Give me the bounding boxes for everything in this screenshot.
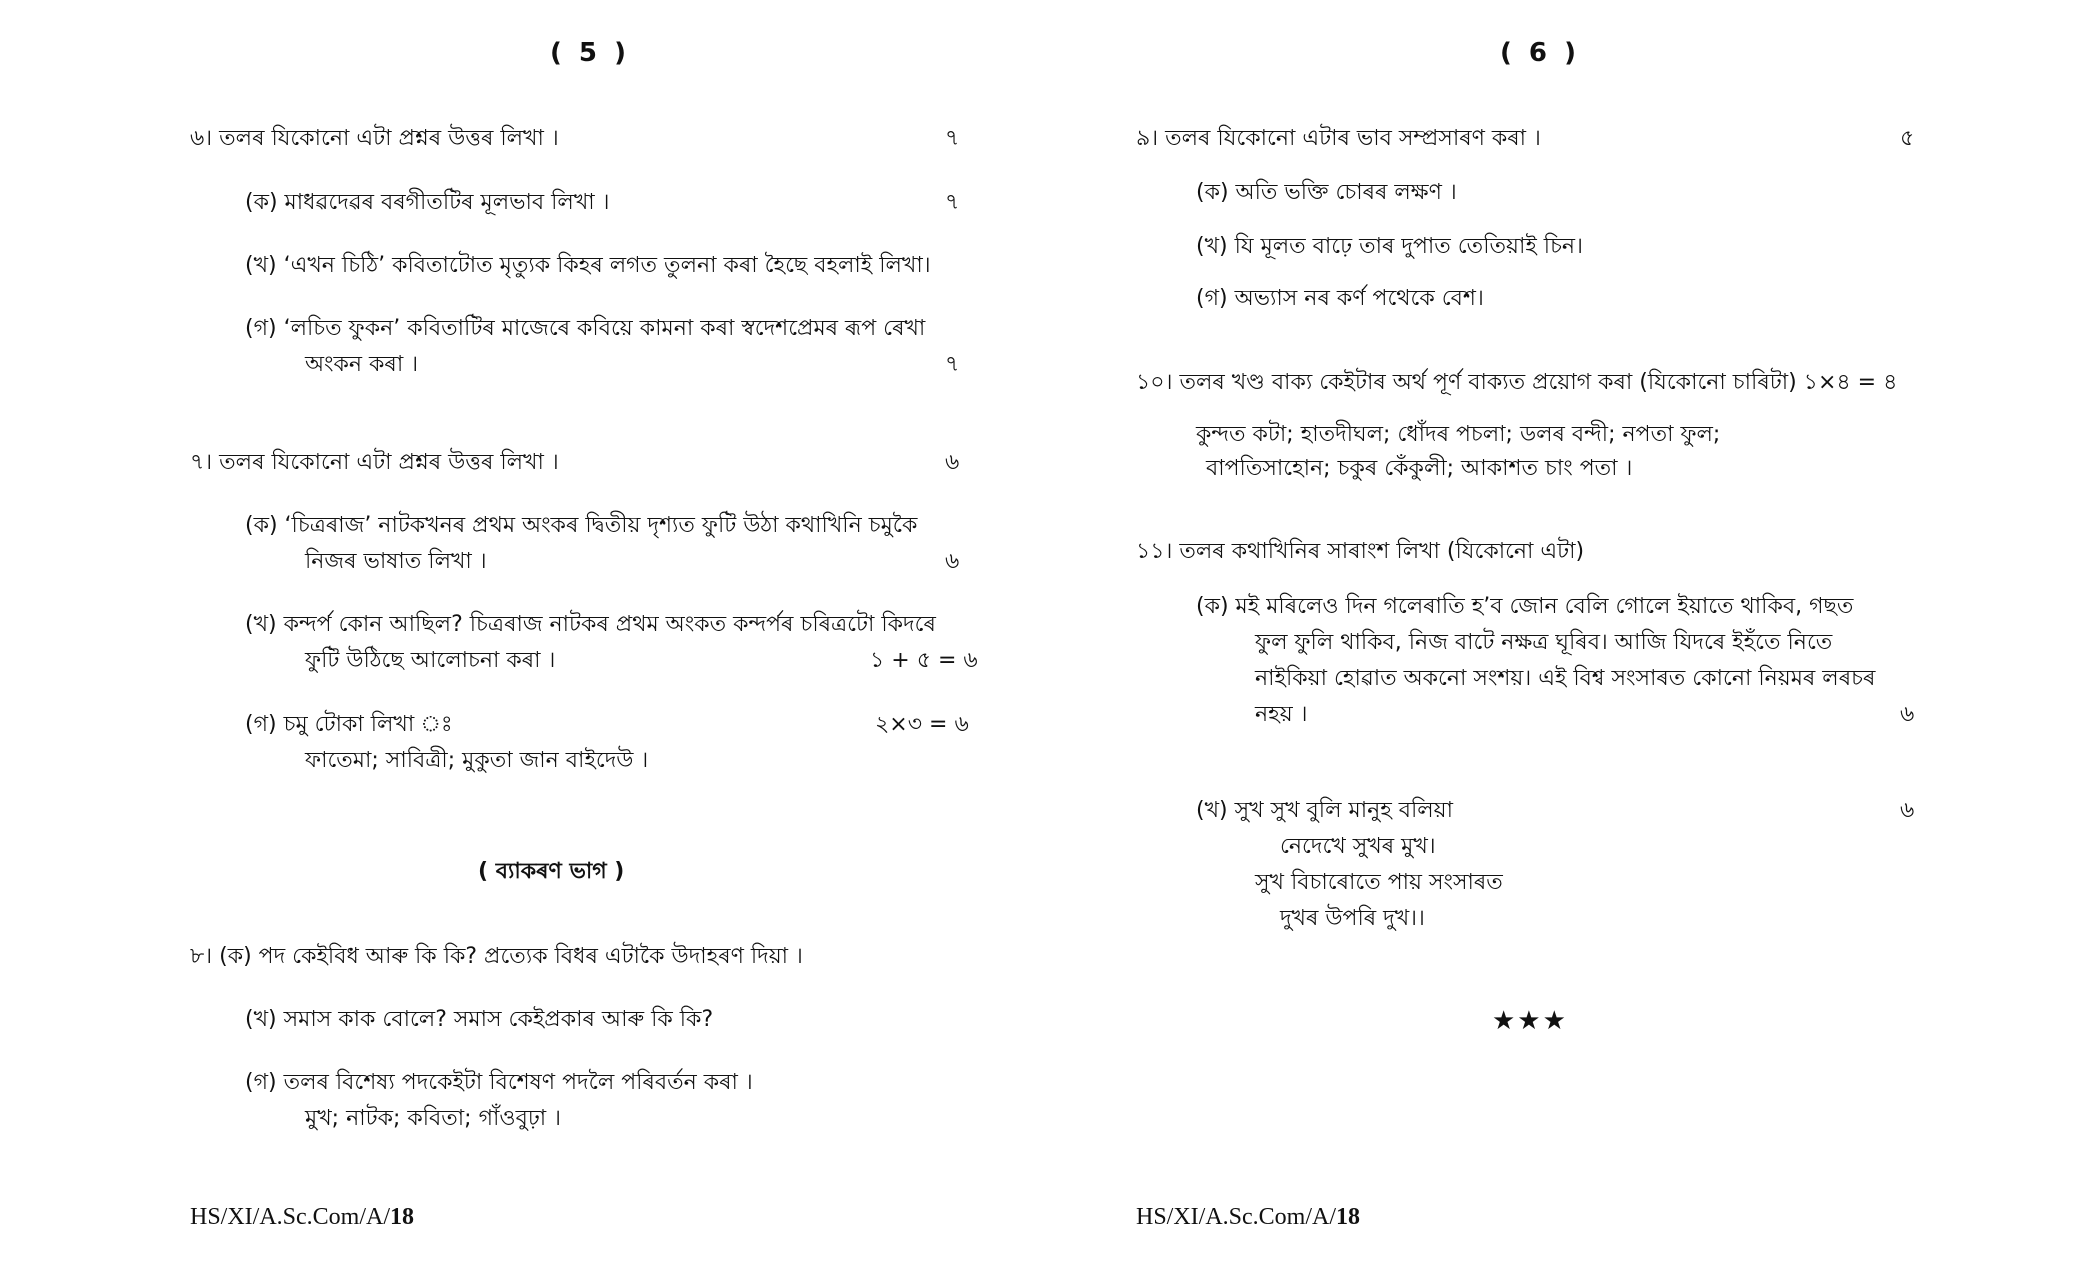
right-page: [1050, 0, 2100, 1275]
question-6-title: ৬। তলৰ যিকোনো এটা প্ৰশ্নৰ উত্তৰ লিখা ।: [190, 126, 559, 151]
question-7-marks: ৬: [945, 450, 960, 475]
question-10-line1: কুন্দত কটা; হাতদীঘল; ধোঁদৰ পচলা; ডলৰ বন্দী; নপতা ফুল;: [1196, 422, 1721, 447]
question-7a-line2: নিজৰ ভাষাত লিখা ।: [305, 549, 487, 574]
question-11b-line2: নেদেখে সুখৰ মুখ।: [1280, 834, 1436, 859]
footer-right-year: 18: [1336, 1204, 1361, 1230]
question-6a-marks: ৭: [945, 190, 960, 215]
question-7a-line1: (ক) ‘চিত্ৰৰাজ’ নাটকখনৰ প্ৰথম অংকৰ দ্বিতীয় দৃশ্যত ফুটি উঠা কথাখিনি চমুকৈ: [245, 513, 918, 538]
footer-left-year: 18: [390, 1204, 415, 1230]
grammar-section-heading: ( ব্যাকৰণ ভাগ ): [478, 859, 625, 884]
question-8b: (খ) সমাস কাক বোলে? সমাস কেইপ্ৰকাৰ আৰু কি কি?: [245, 1007, 714, 1032]
question-11b-marks: ৬: [1900, 798, 1915, 823]
question-8c-line2: মুখ; নাটক; কবিতা; গাঁওবুঢ়া ।: [305, 1106, 562, 1131]
question-9-marks: ৫: [1900, 126, 1915, 151]
question-9-title: ৯। তলৰ যিকোনো এটাৰ ভাব সম্প্ৰসাৰণ কৰা ।: [1136, 126, 1541, 151]
question-11b-line1: (খ) সুখ সুখ বুলি মানুহ বলিয়া: [1196, 798, 1454, 823]
question-11b-line4: দুখৰ উপৰি দুখ।।: [1280, 906, 1425, 931]
question-6a: (ক) মাধৱদেৱৰ বৰগীতটিৰ মূলভাব লিখা ।: [245, 190, 610, 215]
question-7b-line1: (খ) কন্দৰ্প কোন আছিল? চিত্ৰৰাজ নাটকৰ প্ৰথম অংকত কন্দৰ্পৰ চৰিত্ৰটো কিদৰে: [245, 612, 936, 637]
question-6c-line2: অংকন কৰা ।: [305, 352, 419, 377]
footer-right: [1136, 1202, 1360, 1232]
question-9c: (গ) অভ্যাস নৰ কৰ্ণ পথেকে বেশ।: [1196, 286, 1484, 311]
footer-left-code: HS/XI/A.Sc.Com/A/: [190, 1204, 391, 1230]
question-6-marks: ৭: [945, 126, 960, 151]
question-10-line2: বাপতিসাহোন; চকুৰ কেঁকুলী; আকাশত চাং পতা ।: [1206, 456, 1633, 481]
footer-right-code: HS/XI/A.Sc.Com/A/: [1136, 1204, 1337, 1230]
question-6b: (খ) ‘এখন চিঠি’ কবিতাটোত মৃত্যুক কিহৰ লগত তুলনা কৰা হৈছে বহলাই লিখা।: [245, 253, 931, 278]
question-10-title: ১০। তলৰ খণ্ড বাক্য কেইটাৰ অৰ্থ পূৰ্ণ বাক্যত প্ৰয়োগ কৰা (যিকোনো চাৰিটা) ১×৪ = ৪: [1136, 370, 1898, 395]
question-8c-line1: (গ) তলৰ বিশেষ্য পদকেইটা বিশেষণ পদলৈ পৰিবৰ্তন কৰা ।: [245, 1070, 753, 1095]
question-6c-marks: ৭: [945, 352, 960, 377]
question-11a-line2: ফুল ফুলি থাকিব, নিজ বাটে নক্ষত্ৰ ঘূৰিব। আজি যিদৰে ইহঁতে নিতে: [1255, 630, 1833, 655]
question-9b: (খ) যি মূলত বাঢ়ে তাৰ দুপাত তেতিয়াই চিন।: [1196, 234, 1583, 259]
question-7a-marks: ৬: [945, 549, 960, 574]
question-6c-line1: (গ) ‘লচিত ফুকন’ কবিতাটিৰ মাজেৰে কবিয়ে কামনা কৰা স্বদেশপ্ৰেমৰ ৰূপ ৰেখা: [245, 316, 926, 341]
page-number-left: ( 5 ): [550, 38, 630, 68]
question-11a-line3: নাইকিয়া হোৱাত অকনো সংশয়। এই বিশ্ব সংসাৰত কোনো নিয়মৰ লৰচৰ: [1255, 666, 1876, 691]
question-7c-line1: (গ) চমু টোকা লিখা ঃ: [245, 712, 453, 737]
question-7c-marks: ২×৩ = ৬: [875, 712, 969, 737]
question-8a: ৮। (ক) পদ কেইবিধ আৰু কি কি? প্ৰত্যেক বিধৰ এটাকৈ উদাহৰণ দিয়া ।: [190, 944, 803, 969]
question-7b-marks: ১ + ৫ = ৬: [870, 648, 978, 673]
question-9a: (ক) অতি ভক্তি চোৰৰ লক্ষণ ।: [1196, 180, 1457, 205]
question-7c-line2: ফাতেমা; সাবিত্ৰী; মুকুতা জান বাইদেউ ।: [305, 748, 649, 773]
footer-left: [190, 1202, 414, 1232]
page-number-right: ( 6 ): [1500, 38, 1580, 68]
question-11-title: ১১। তলৰ কথাখিনিৰ সাৰাংশ লিখা (যিকোনো এটা): [1136, 539, 1585, 564]
question-11a-marks: ৬: [1900, 702, 1915, 727]
end-stars: ★★★: [1492, 1006, 1568, 1036]
question-11a-line4: নহয় ।: [1255, 702, 1308, 727]
question-11b-line3: সুখ বিচাৰোতে পায় সংসাৰত: [1255, 870, 1503, 895]
question-11a-line1: (ক) মই মৰিলেও দিন গলেৰাতি হ’ব জোন বেলি গোলে ইয়াতে থাকিব, গছত: [1196, 594, 1854, 619]
question-7-title: ৭। তলৰ যিকোনো এটা প্ৰশ্নৰ উত্তৰ লিখা ।: [190, 450, 559, 475]
question-7b-line2: ফুটি উঠিছে আলোচনা কৰা ।: [305, 648, 556, 673]
